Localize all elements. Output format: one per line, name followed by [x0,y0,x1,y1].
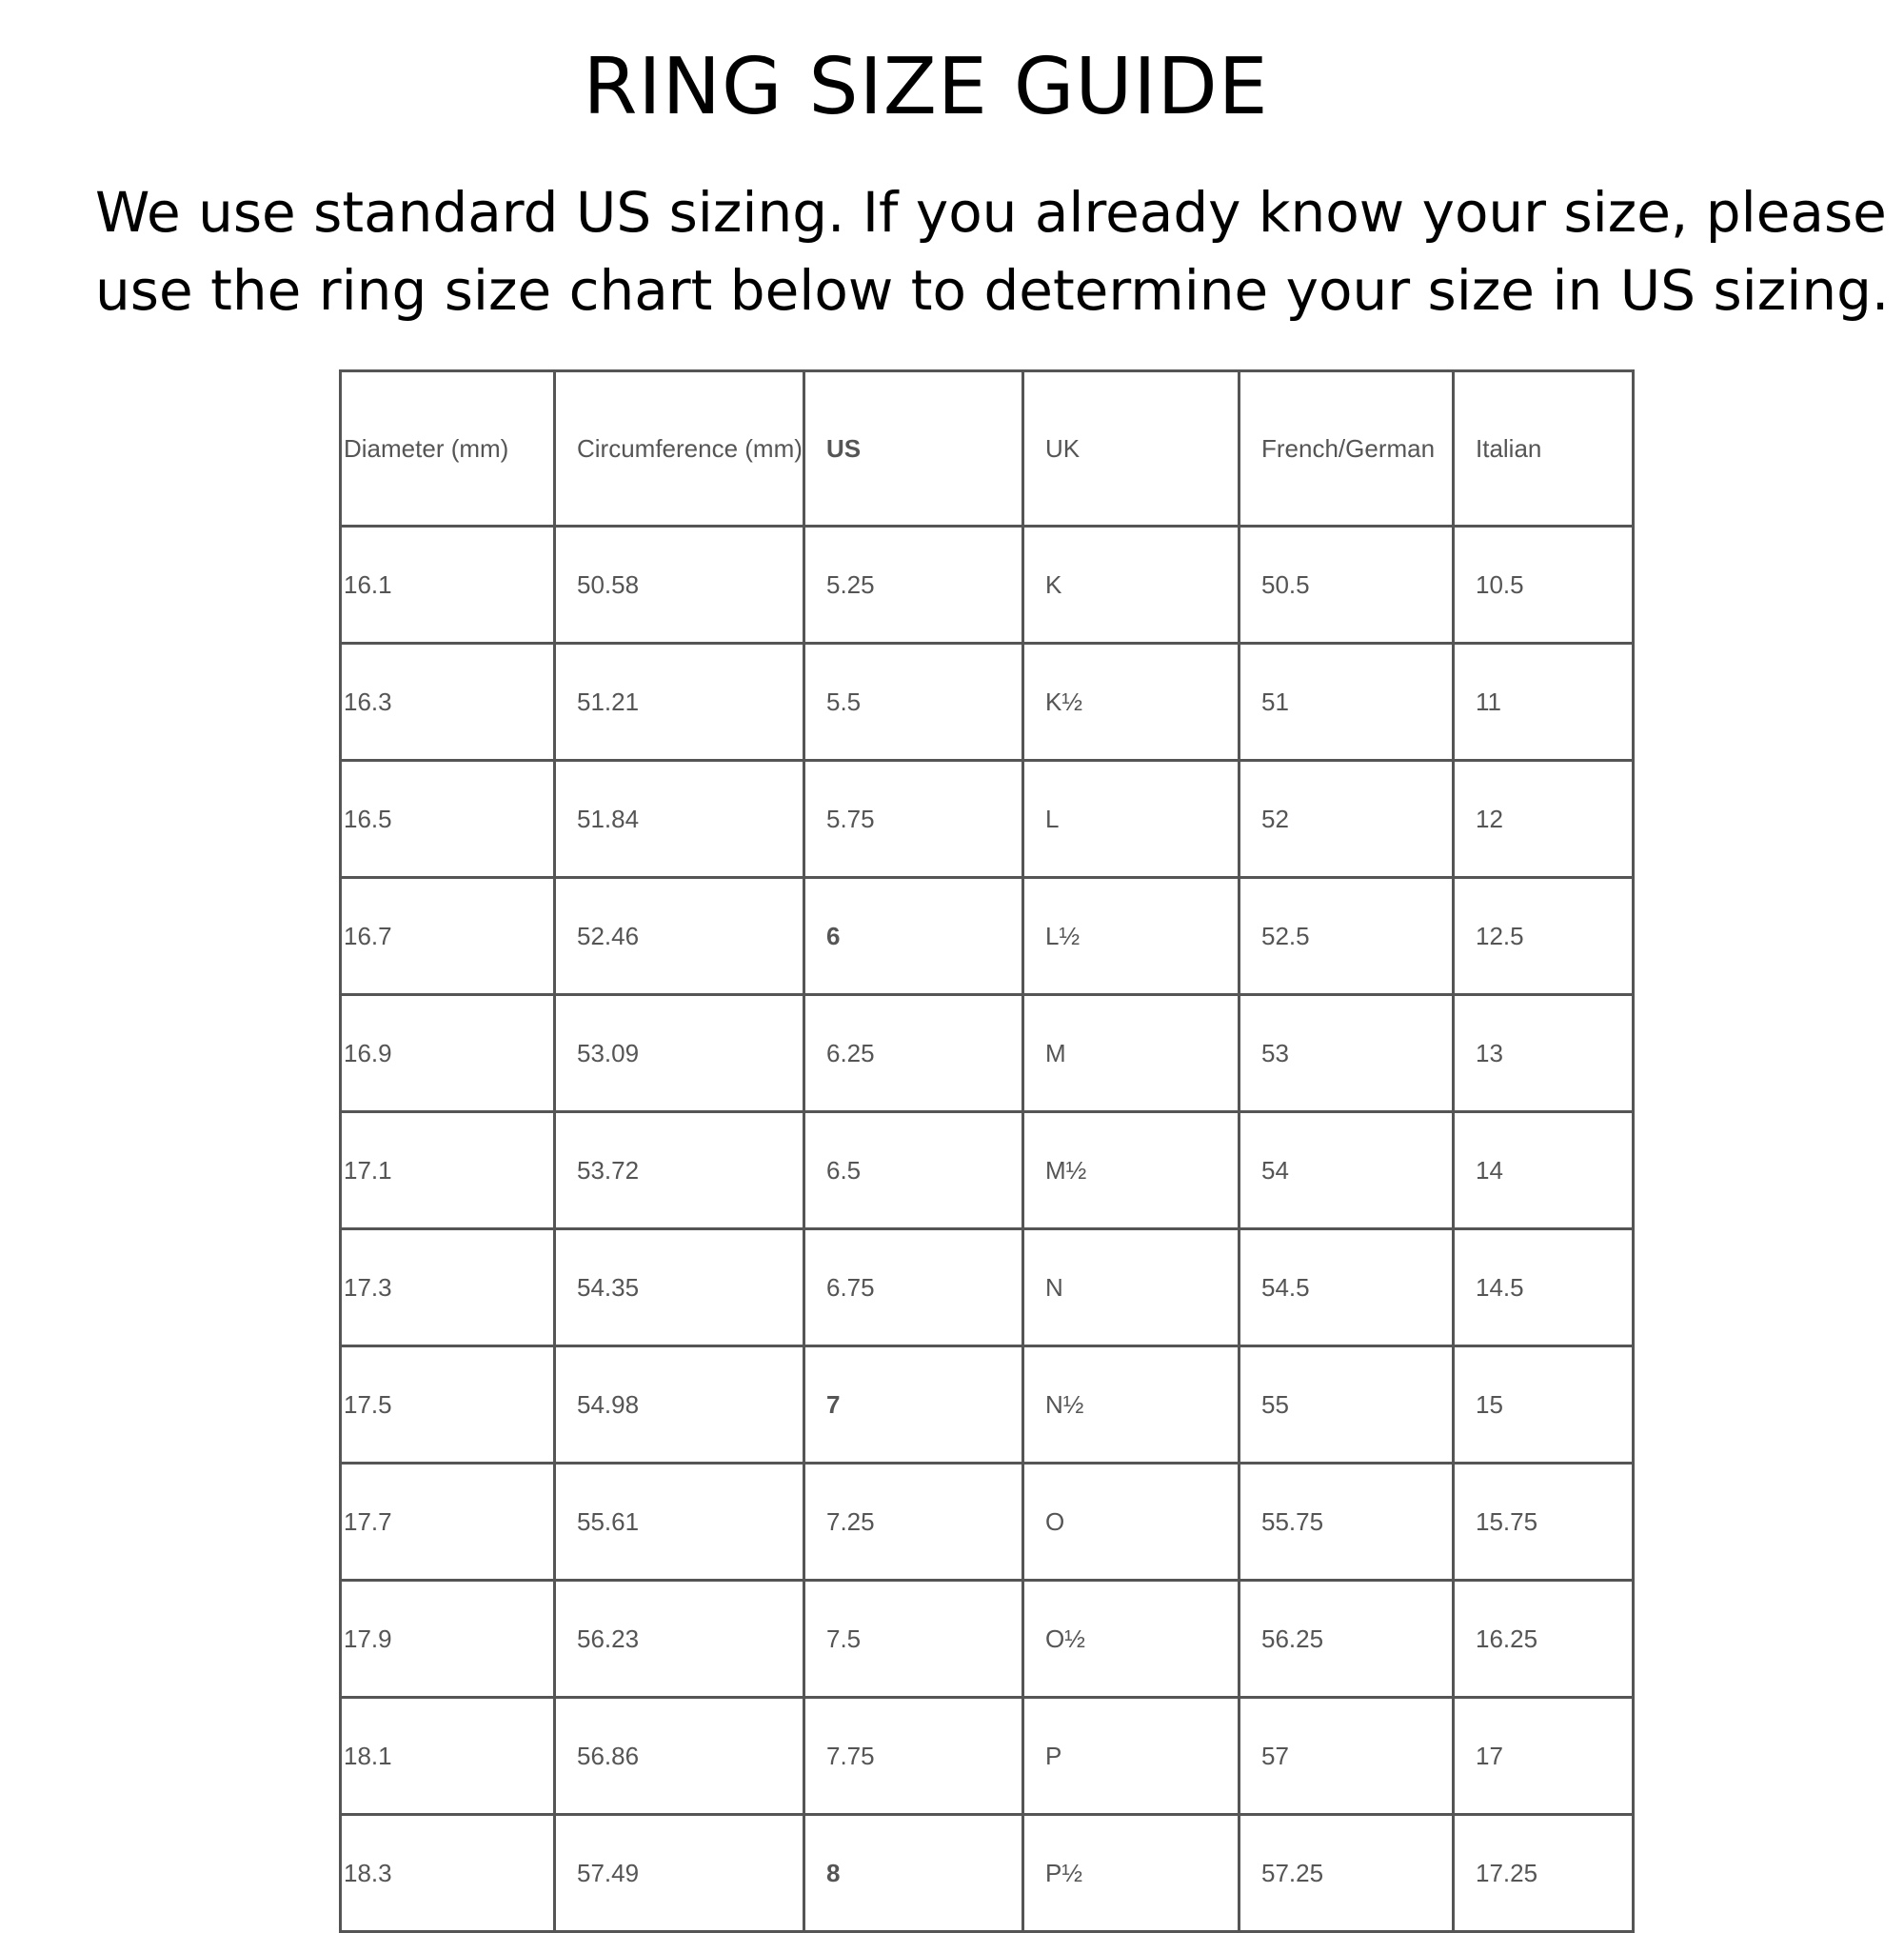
cell-circumference: 53.72 [555,1112,804,1229]
cell-italian: 14.5 [1454,1229,1634,1346]
cell-circumference: 57.49 [555,1815,804,1932]
cell-italian: 15 [1454,1346,1634,1464]
cell-french-german: 56.25 [1240,1581,1454,1698]
table-row [341,1346,1634,1464]
table-row [341,995,1634,1112]
cell-us: 7 [804,1346,1023,1464]
cell-french-german: 57 [1240,1698,1454,1815]
header-italian: Italian [1454,371,1634,527]
cell-uk: M [1023,995,1240,1112]
table-row [341,1581,1634,1698]
cell-us: 6.25 [804,995,1023,1112]
table-row [341,527,1634,644]
table-row [341,878,1634,995]
cell-italian: 15.75 [1454,1464,1634,1581]
cell-circumference: 56.86 [555,1698,804,1815]
table-row [341,1815,1634,1932]
cell-uk: O½ [1023,1581,1240,1698]
cell-uk: K½ [1023,644,1240,761]
cell-italian: 17 [1454,1698,1634,1815]
cell-circumference: 56.23 [555,1581,804,1698]
cell-us: 5.75 [804,761,1023,878]
cell-french-german: 50.5 [1240,527,1454,644]
intro-line: We use standard US sizing. If you already know your size, please [95,180,1887,245]
cell-italian: 11 [1454,644,1634,761]
cell-french-german: 52 [1240,761,1454,878]
cell-italian: 16.25 [1454,1581,1634,1698]
cell-diameter: 16.7 [341,878,555,995]
intro-text [95,173,1890,329]
cell-diameter: 17.3 [341,1229,555,1346]
cell-french-german: 55 [1240,1346,1454,1464]
cell-diameter: 16.1 [341,527,555,644]
cell-us: 6.5 [804,1112,1023,1229]
cell-french-german: 54 [1240,1112,1454,1229]
cell-diameter: 16.3 [341,644,555,761]
cell-uk: M½ [1023,1112,1240,1229]
page-title: RING SIZE GUIDE [583,42,1269,132]
cell-diameter: 16.9 [341,995,555,1112]
cell-italian: 14 [1454,1112,1634,1229]
cell-diameter: 18.3 [341,1815,555,1932]
table-row [341,1229,1634,1346]
cell-italian: 10.5 [1454,527,1634,644]
cell-french-german: 55.75 [1240,1464,1454,1581]
ring-size-table [339,369,1635,1933]
cell-us: 5.5 [804,644,1023,761]
cell-us: 5.25 [804,527,1023,644]
header-diameter: Diameter (mm) [341,371,555,527]
cell-circumference: 52.46 [555,878,804,995]
table-row [341,1698,1634,1815]
cell-uk: L½ [1023,878,1240,995]
cell-italian: 12 [1454,761,1634,878]
cell-french-german: 54.5 [1240,1229,1454,1346]
cell-italian: 12.5 [1454,878,1634,995]
cell-us: 7.75 [804,1698,1023,1815]
table-row [341,1112,1634,1229]
table-row [341,1464,1634,1581]
cell-diameter: 16.5 [341,761,555,878]
cell-diameter: 18.1 [341,1698,555,1815]
cell-uk: K [1023,527,1240,644]
cell-circumference: 53.09 [555,995,804,1112]
cell-french-german: 53 [1240,995,1454,1112]
header-us: US [804,371,1023,527]
cell-uk: O [1023,1464,1240,1581]
cell-us: 7.5 [804,1581,1023,1698]
cell-us: 6.75 [804,1229,1023,1346]
cell-circumference: 54.98 [555,1346,804,1464]
cell-diameter: 17.5 [341,1346,555,1464]
table-row [341,761,1634,878]
cell-us: 7.25 [804,1464,1023,1581]
cell-french-german: 51 [1240,644,1454,761]
table-header-row [341,371,1634,527]
cell-uk: N½ [1023,1346,1240,1464]
cell-us: 6 [804,878,1023,995]
header-uk: UK [1023,371,1240,527]
intro-line: use the ring size chart below to determine your size in US sizing. [95,258,1890,323]
cell-diameter: 17.1 [341,1112,555,1229]
cell-us: 8 [804,1815,1023,1932]
cell-uk: N [1023,1229,1240,1346]
table-body [341,527,1634,1932]
cell-italian: 17.25 [1454,1815,1634,1932]
cell-uk: P½ [1023,1815,1240,1932]
cell-diameter: 17.9 [341,1581,555,1698]
header-circumference: Circumference (mm) [555,371,804,527]
cell-circumference: 51.21 [555,644,804,761]
cell-italian: 13 [1454,995,1634,1112]
table-row [341,644,1634,761]
header-french-german: French/German [1240,371,1454,527]
cell-circumference: 50.58 [555,527,804,644]
cell-circumference: 54.35 [555,1229,804,1346]
cell-uk: L [1023,761,1240,878]
cell-uk: P [1023,1698,1240,1815]
cell-french-german: 57.25 [1240,1815,1454,1932]
cell-french-german: 52.5 [1240,878,1454,995]
cell-circumference: 51.84 [555,761,804,878]
cell-circumference: 55.61 [555,1464,804,1581]
cell-diameter: 17.7 [341,1464,555,1581]
